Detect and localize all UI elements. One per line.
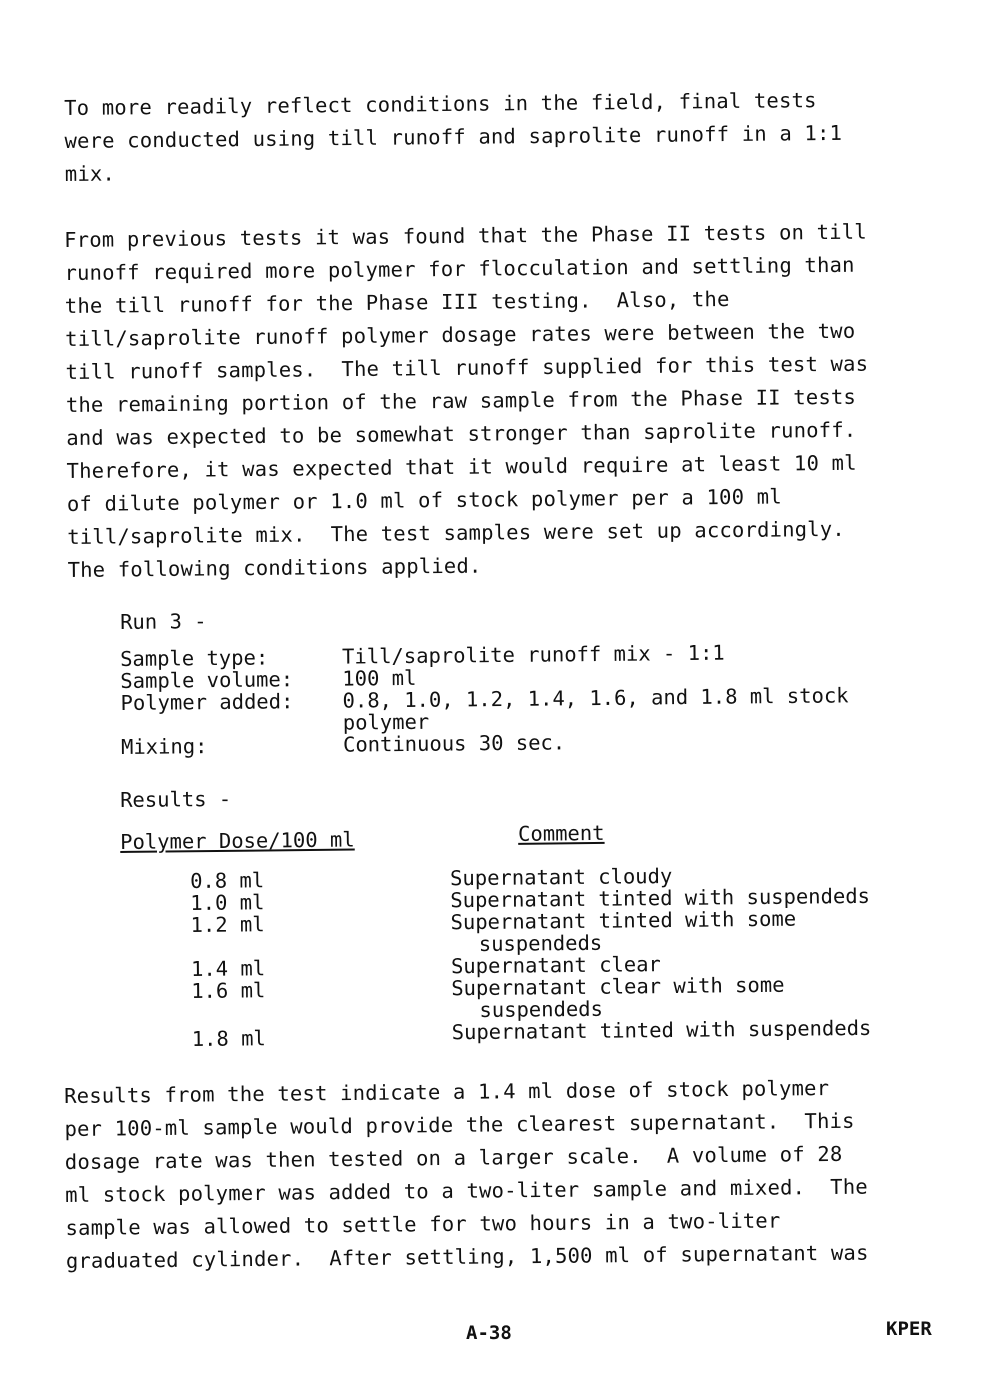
- text-line: per 100-ml sample would provide the clearest supernatant. This: [64, 1108, 855, 1141]
- run-heading: Run 3 -: [120, 609, 207, 634]
- comment-continuation: suspendeds: [479, 996, 604, 1022]
- comment-text: Supernatant clear: [450, 952, 661, 979]
- comment-text: Supernatant clear with some: [451, 972, 785, 1001]
- table-row: [190, 906, 930, 958]
- polymer-added-value: 0.8, 1.0, 1.2, 1.4, 1.6, and 1.8 ml stock polymer: [342, 683, 849, 735]
- results-table: [190, 862, 932, 1050]
- conclusion-paragraph: [64, 1071, 946, 1278]
- polymer-added-label: Polymer added:: [120, 689, 294, 715]
- text-line: mix.: [64, 161, 116, 186]
- sample-volume-label: Sample volume:: [120, 667, 294, 693]
- comment-column-header: Comment: [517, 820, 605, 846]
- text-line: the till runoff for the Phase III testing. Also, the: [64, 287, 730, 318]
- comment-cell: [452, 1016, 922, 1047]
- results-table-header: [120, 818, 920, 854]
- mixing-value: Continuous 30 sec.: [342, 730, 566, 757]
- dose-cell: 1.8 ml: [191, 1026, 266, 1051]
- text-line: ml stock polymer was added to a two-liter sample and mixed. The: [65, 1174, 868, 1207]
- text-line: To more readily reflect conditions in the field, final tests: [64, 88, 817, 120]
- text-line: Therefore, it was expected that it would require at least 10 ml: [66, 450, 857, 483]
- text-line: till/saprolite mix. The test samples were set up accordingly.: [67, 516, 845, 549]
- text-line: graduated cylinder. After settling, 1,500 ml of supernatant was: [65, 1240, 869, 1273]
- sample-volume-value: 100 ml: [342, 665, 417, 691]
- text-line: sample was allowed to settle for two hours in a two-liter: [65, 1208, 781, 1240]
- comment-text: Supernatant tinted with suspendeds: [451, 1015, 872, 1045]
- comment-cell: [450, 906, 920, 955]
- mixing-label: Mixing:: [120, 734, 208, 759]
- test-conditions: [120, 640, 921, 758]
- text-line: Results from the test indicate a 1.4 ml dose of stock polymer: [64, 1075, 830, 1108]
- sample-type-label: Sample type:: [119, 645, 269, 671]
- text-line: and was expected to be somewhat stronger than saprolite runoff.: [66, 417, 857, 450]
- dose-column-header: Polymer Dose/100 ml: [120, 827, 355, 854]
- results-heading: Results -: [120, 786, 232, 812]
- dose-cell: 1.2 ml: [190, 912, 265, 937]
- page-number: A-38: [466, 1322, 512, 1344]
- text-line: dosage rate was then tested on a larger scale. A volume of 28: [64, 1141, 843, 1174]
- text-line: were conducted using till runoff and saprolite runoff in a 1:1: [64, 120, 843, 153]
- intro-paragraph: [64, 83, 945, 191]
- dose-cell: 1.0 ml: [190, 890, 265, 915]
- text-line: runoff required more polymer for flocculation and settling than: [64, 252, 855, 285]
- comment-continuation: suspendeds: [478, 930, 603, 956]
- text-line: till runoff samples. The till runoff supplied for this test was: [65, 351, 869, 384]
- dose-cell: 1.4 ml: [190, 956, 266, 981]
- sample-type-value: Till/saprolite runoff mix - 1:1: [341, 640, 725, 669]
- text-line: From previous tests it was found that the Phase II tests on till: [64, 219, 867, 252]
- text-line: the remaining portion of the raw sample from the Phase II tests: [65, 384, 857, 417]
- dose-cell: 1.6 ml: [191, 978, 266, 1003]
- text-line: till/saprolite runoff polymer dosage rates were between the two: [65, 318, 856, 351]
- background-paragraph: [64, 215, 948, 587]
- text-line: of dilute polymer or 1.0 ml of stock polymer per a 100 ml: [66, 484, 782, 516]
- comment-text: Supernatant tinted with suspendeds: [450, 883, 871, 913]
- dose-cell: 0.8 ml: [189, 868, 265, 893]
- text-line: The following conditions applied.: [67, 553, 482, 582]
- comment-text: Supernatant cloudy: [449, 863, 673, 891]
- comment-cell: [451, 972, 921, 1021]
- comment-text: Supernatant tinted with some: [450, 906, 797, 935]
- organization-code: KPER: [886, 1318, 932, 1340]
